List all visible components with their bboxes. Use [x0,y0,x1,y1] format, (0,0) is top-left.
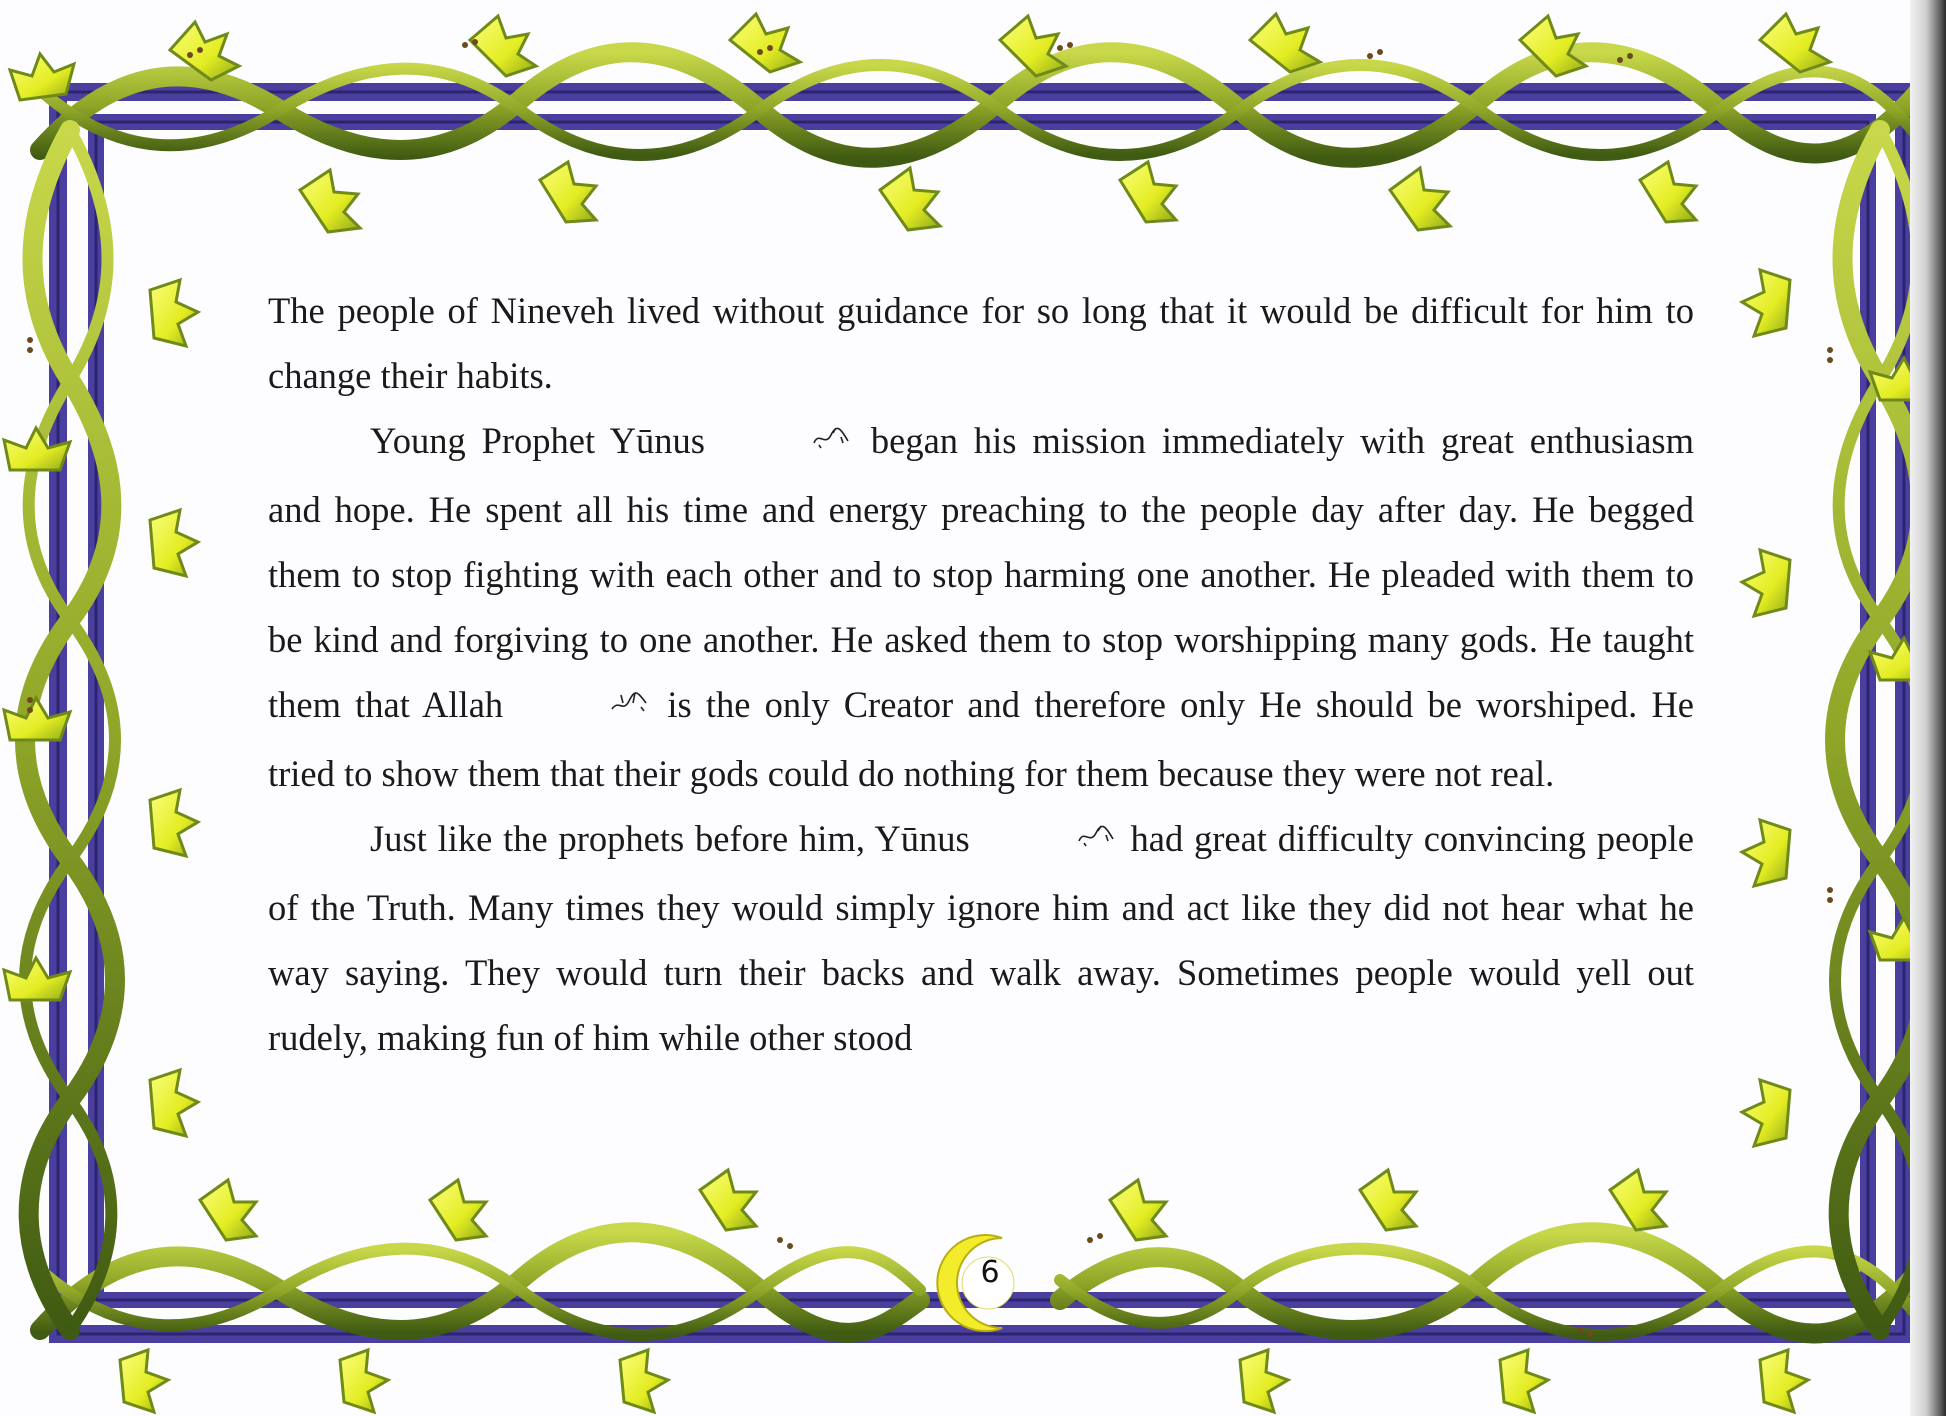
paragraph-2-text-a: Young Prophet Yūnus [370,420,705,461]
paragraph-3-text-a: Just like the prophets before him, Yūnus [370,818,970,860]
arabic-honorific-icon [507,676,649,741]
paragraph-3 [268,806,1694,1070]
body-text [268,278,1694,1070]
paragraph-2 [268,408,1694,806]
page-edge-shadow [1910,0,1946,1416]
paragraph-2-text-b: began his mission immediately with great enthusiasm and hope. He spent all his time and energy preaching to the people day after day. He begged them to stop fighting with each other and to stop harming one another. He pleaded with them to be kind and forgiving to one another. He asked them to stop worshipping many gods. He taught them that Allah [268,420,1695,726]
paragraph-1-text: The people of Nineveh lived without guidance for so long that it would be difficult for him to change their habits. [268,290,1694,396]
arabic-honorific-icon [974,810,1116,875]
paragraph-1 [268,278,1694,408]
paragraph-3-text-b: had great difficulty convincing people of the Truth. Many times they would simply ignore him and act like they did not hear what he way saying. They would turn their backs and walk away. Sometimes people would yell out rudely, making fun of him while other stood [268,818,1694,1059]
paragraph-2-text-c: is the only Creator and therefore only He should be worshiped. He tried to show them that their gods could do nothing for them because they were not real. [268,684,1694,795]
arabic-honorific-icon [709,412,851,477]
vine-top [40,52,1920,158]
page-number: 6 [980,1255,1000,1290]
